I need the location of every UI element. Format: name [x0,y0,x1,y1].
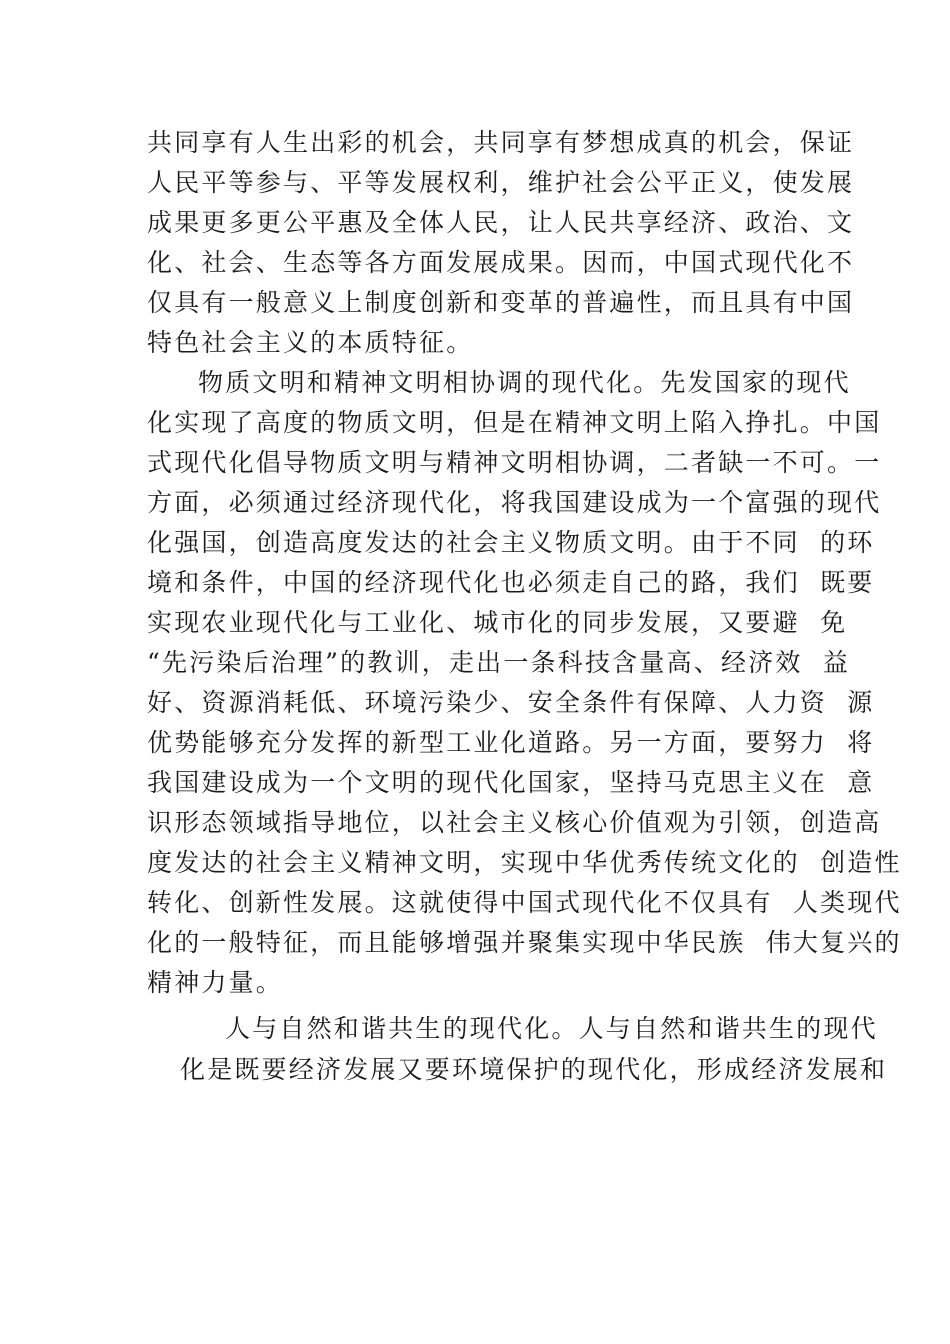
paragraph-3-line-1: 人与自然和谐共生的现代化。人与自然和谐共生的现代 [225,1014,878,1043]
paragraph-2-line-5: 化强国，创造高度发达的社会主义物质文明。由于不同 的环 [147,528,875,557]
paragraph-1-line-3: 成果更多更公平惠及全体人民，让人民共享经济、政治、文 [147,208,855,237]
paragraph-2-line-7: 实现农业现代化与工业化、城市化的同步发展，又要避 免 [147,608,848,637]
paragraph-2-line-2: 化实现了高度的物质文明，但是在精神文明上陷入挣扎。中国 [147,408,882,437]
paragraph-3-line-2: 化是既要经济发展又要环境保护的现代化，形成经济发展和 [180,1055,888,1084]
paragraph-1-line-4: 化、社会、生态等各方面发展成果。因而，中国式现代化不 [147,248,855,277]
paragraph-2-line-14: 转化、创新性发展。这就使得中国式现代化不仅具有 人类现代 [147,888,902,917]
paragraph-1-line-1: 共同享有人生出彩的机会，共同享有梦想成真的机会，保证 [147,128,855,157]
paragraph-2-line-10: 优势能够充分发挥的新型工业化道路。另一方面，要努力 将 [147,728,875,757]
paragraph-2-line-9: 好、资源消耗低、环境污染少、安全条件有保障、人力资 源 [147,688,875,717]
paragraph-2-line-13: 度发达的社会主义精神文明，实现中华优秀传统文化的 创造性 [147,848,902,877]
paragraph-2-line-16: 精神力量。 [147,968,284,997]
paragraph-2-line-12: 识形态领域指导地位，以社会主义核心价值观为引领，创造高 [147,808,882,837]
paragraph-2-line-15: 化的一般特征，而且能够增强并聚集实现中华民族 伟大复兴的 [147,928,902,957]
paragraph-2-line-11: 我国建设成为一个文明的现代化国家，坚持马克思主义在 意 [147,768,875,797]
paragraph-1-line-2: 人民平等参与、平等发展权利，维护社会公平正义，使发展 [147,168,855,197]
paragraph-2-line-4: 方面，必须通过经济现代化，将我国建设成为一个富强的现代 [147,488,882,517]
paragraph-2-line-3: 式现代化倡导物质文明与精神文明相协调，二者缺一不可。一 [147,448,882,477]
paragraph-1-line-6: 特色社会主义的本质特征。 [147,328,474,357]
paragraph-2-line-8: “先污染后治理”的教训，走出一条科技含量高、经济效 益 [147,648,851,677]
paragraph-2-line-6: 境和条件，中国的经济现代化也必须走自己的路，我们 既要 [147,568,875,597]
paragraph-1-line-5: 仅具有一般意义上制度创新和变革的普遍性，而且具有中国 [147,288,855,317]
paragraph-2-line-1: 物质文明和精神文明相协调的现代化。先发国家的现代 [198,368,851,397]
